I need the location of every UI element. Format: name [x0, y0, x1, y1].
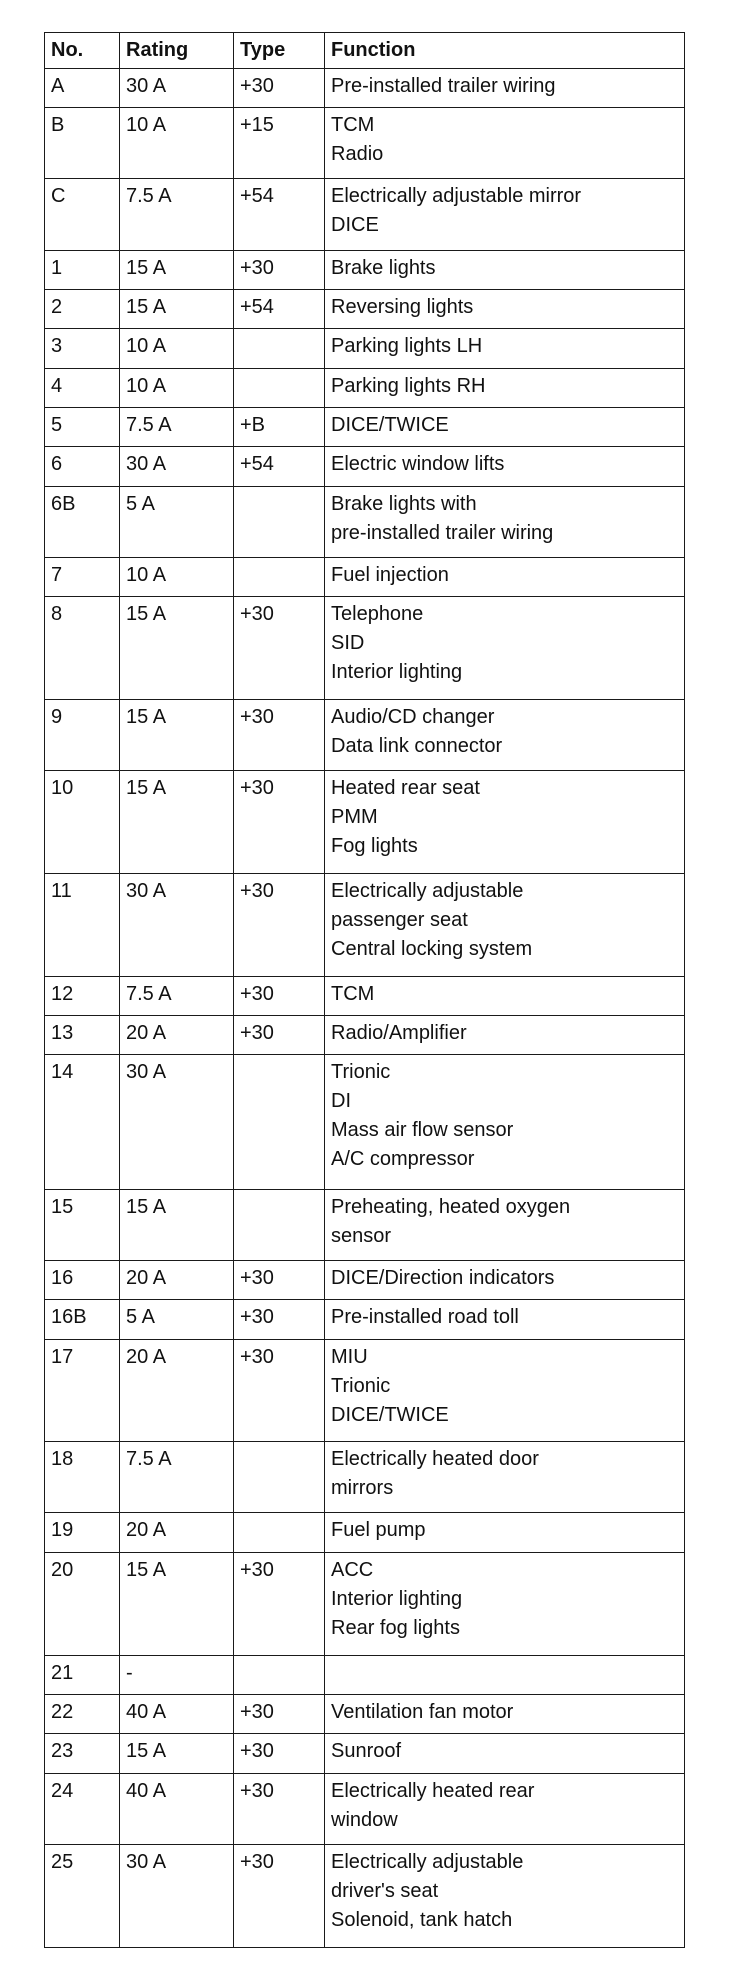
fuse-function-cell	[325, 1442, 685, 1513]
fuse-rating-cell: 10 A	[120, 557, 234, 596]
function-line: SID	[331, 632, 365, 655]
fuse-rating-cell: 5 A	[120, 486, 234, 557]
function-line: Fuel injection	[331, 563, 449, 586]
fuse-function-cell	[325, 368, 685, 407]
fuse-type-cell	[234, 1442, 325, 1513]
table-row	[45, 1552, 685, 1655]
function-line: Preheating, heated oxygen	[331, 1195, 571, 1218]
function-line: Ventilation fan motor	[331, 1701, 514, 1723]
fuse-rating-cell: 10 A	[120, 329, 234, 368]
fuse-function-cell	[325, 250, 685, 289]
function-line: Electrically heated door	[331, 1448, 539, 1471]
fuse-function-cell	[325, 1339, 685, 1442]
fuse-number-cell: 13	[45, 1015, 120, 1054]
fuse-type-cell	[234, 1513, 325, 1552]
table-row	[45, 69, 685, 108]
header-row	[45, 33, 685, 69]
fuse-type-cell: +B	[234, 407, 325, 446]
table-row	[45, 1055, 685, 1190]
function-line: pre-installed trailer wiring	[331, 521, 554, 544]
function-line: Radio/Amplifier	[331, 1021, 467, 1044]
fuse-function-cell	[325, 699, 685, 770]
table-row	[45, 597, 685, 700]
fuse-function-cell	[325, 1055, 685, 1190]
function-line: Mass air flow sensor	[331, 1119, 514, 1142]
fuse-function-cell	[325, 289, 685, 328]
fuse-number-cell: C	[45, 179, 120, 250]
fuse-type-cell	[234, 329, 325, 368]
fuse-type-cell	[234, 1189, 325, 1260]
function-line: Sunroof	[331, 1740, 402, 1763]
function-line: DICE/TWICE	[331, 413, 449, 436]
function-line: TCM	[331, 982, 375, 1005]
function-line: Fog lights	[331, 834, 418, 857]
fuse-number-cell: 19	[45, 1513, 120, 1552]
fuse-rating-cell: 15 A	[120, 699, 234, 770]
fuse-function-cell	[325, 108, 685, 179]
fuse-number-cell: 24	[45, 1773, 120, 1844]
fuse-rating-cell: 30 A	[120, 873, 234, 976]
fuse-function-cell	[325, 1513, 685, 1552]
fuse-type-cell: +30	[234, 1300, 325, 1339]
fuse-rating-cell: 15 A	[120, 770, 234, 873]
function-line: DICE	[331, 214, 379, 237]
function-line: window	[331, 1808, 398, 1831]
table-row	[45, 1513, 685, 1552]
fuse-function-cell	[325, 873, 685, 976]
fuse-type-cell: +30	[234, 873, 325, 976]
table-row	[45, 486, 685, 557]
fuse-rating-cell: 20 A	[120, 1339, 234, 1442]
fuse-type-cell: +30	[234, 69, 325, 108]
table-row	[45, 770, 685, 873]
function-line: A/C compressor	[331, 1148, 475, 1171]
fuse-function-cell	[325, 486, 685, 557]
fuse-type-cell: +30	[234, 1773, 325, 1844]
fuse-function-cell	[325, 1189, 685, 1260]
fuse-rating-cell: 15 A	[120, 289, 234, 328]
fuse-number-cell: 11	[45, 873, 120, 976]
fuse-rating-cell: 15 A	[120, 1552, 234, 1655]
function-line: Central locking system	[331, 937, 533, 960]
table-body	[45, 69, 685, 1948]
function-line: Electrically heated rear	[331, 1779, 535, 1802]
fuse-number-cell: 7	[45, 557, 120, 596]
fuse-type-cell: +30	[234, 1552, 325, 1655]
fuse-type-cell: +30	[234, 770, 325, 873]
fuse-function-cell	[325, 1260, 685, 1299]
function-line: Parking lights LH	[331, 335, 483, 358]
fuse-type-cell: +15	[234, 108, 325, 179]
function-line: Data link connector	[331, 734, 503, 757]
fuse-number-cell: A	[45, 69, 120, 108]
fuse-type-cell: +30	[234, 1339, 325, 1442]
fuse-rating-cell: 10 A	[120, 108, 234, 179]
table-row	[45, 108, 685, 179]
fuse-number-cell: 22	[45, 1695, 120, 1734]
fuse-function-cell	[325, 1655, 685, 1694]
fuse-type-cell: +30	[234, 1695, 325, 1734]
function-line: Interior lighting	[331, 661, 463, 684]
fuse-function-cell	[325, 447, 685, 486]
fuse-rating-cell: 7.5 A	[120, 407, 234, 446]
fuse-type-cell: +30	[234, 1734, 325, 1773]
table-row	[45, 1442, 685, 1513]
fuse-number-cell: 12	[45, 976, 120, 1015]
fuse-number-cell: 23	[45, 1734, 120, 1773]
function-line: Electrically adjustable	[331, 879, 524, 902]
function-line: Radio	[331, 143, 384, 166]
fuse-function-cell	[325, 69, 685, 108]
fuse-type-cell: +30	[234, 1260, 325, 1299]
table-header	[45, 33, 685, 69]
fuse-number-cell: 4	[45, 368, 120, 407]
table-row	[45, 1339, 685, 1442]
table-row	[45, 1015, 685, 1054]
fuse-number-cell: 20	[45, 1552, 120, 1655]
fuse-number-cell: 2	[45, 289, 120, 328]
table-row	[45, 250, 685, 289]
fuse-rating-cell: 7.5 A	[120, 976, 234, 1015]
fuse-type-cell: +54	[234, 179, 325, 250]
fuse-rating-cell: -	[120, 1655, 234, 1694]
fuse-rating-cell: 20 A	[120, 1260, 234, 1299]
header-no: No.	[45, 33, 120, 69]
table-row	[45, 289, 685, 328]
fuse-type-cell	[234, 557, 325, 596]
fuse-number-cell: B	[45, 108, 120, 179]
fuse-function-cell	[325, 1773, 685, 1844]
fuse-function-cell	[325, 597, 685, 700]
fuse-function-cell	[325, 770, 685, 873]
fuse-function-cell	[325, 1734, 685, 1773]
function-line: DICE/Direction indicators	[331, 1266, 555, 1289]
fuse-number-cell: 16	[45, 1260, 120, 1299]
table-row	[45, 1695, 685, 1734]
function-line: Reversing lights	[331, 295, 474, 318]
table-row	[45, 1300, 685, 1339]
fuse-rating-cell: 30 A	[120, 447, 234, 486]
fuse-rating-cell: 30 A	[120, 1055, 234, 1190]
fuse-type-cell: +30	[234, 1015, 325, 1054]
fuse-function-cell	[325, 1300, 685, 1339]
fuse-rating-cell: 15 A	[120, 250, 234, 289]
function-line: Electrically adjustable mirror	[331, 185, 582, 208]
fuse-function-cell	[325, 557, 685, 596]
function-line: Rear fog lights	[331, 1616, 460, 1639]
table-row	[45, 1844, 685, 1947]
fuse-number-cell: 8	[45, 597, 120, 700]
fuse-number-cell: 6B	[45, 486, 120, 557]
fuse-function-cell	[325, 1015, 685, 1054]
fuse-rating-cell: 40 A	[120, 1695, 234, 1734]
fuse-rating-cell: 20 A	[120, 1513, 234, 1552]
table-row	[45, 1773, 685, 1844]
fuse-rating-cell: 7.5 A	[120, 1442, 234, 1513]
function-line: Audio/CD changer	[331, 705, 495, 728]
function-line: PMM	[331, 805, 378, 828]
fuse-rating-cell: 5 A	[120, 1300, 234, 1339]
header-type: Type	[234, 33, 325, 69]
fuse-function-cell	[325, 976, 685, 1015]
function-line: Pre-installed road toll	[331, 1306, 519, 1329]
fuse-table	[44, 32, 685, 1948]
fuse-type-cell	[234, 368, 325, 407]
fuse-function-cell	[325, 179, 685, 250]
function-line: TCM	[331, 114, 375, 137]
table-row	[45, 873, 685, 976]
fuse-function-cell	[325, 1552, 685, 1655]
fuse-function-cell	[325, 407, 685, 446]
function-line: Solenoid, tank hatch	[331, 1908, 513, 1931]
fuse-type-cell: +30	[234, 250, 325, 289]
function-line: Trionic	[331, 1061, 391, 1084]
fuse-rating-cell: 15 A	[120, 1734, 234, 1773]
fuse-function-cell	[325, 1844, 685, 1947]
function-line: sensor	[331, 1224, 392, 1247]
fuse-function-cell	[325, 1695, 685, 1734]
fuse-type-cell: +30	[234, 597, 325, 700]
function-line: Parking lights RH	[331, 374, 486, 397]
fuse-rating-cell: 7.5 A	[120, 179, 234, 250]
fuse-rating-cell: 30 A	[120, 69, 234, 108]
function-line: DI	[331, 1090, 351, 1113]
table-row	[45, 179, 685, 250]
fuse-number-cell: 5	[45, 407, 120, 446]
fuse-number-cell: 3	[45, 329, 120, 368]
fuse-number-cell: 1	[45, 250, 120, 289]
fuse-rating-cell: 15 A	[120, 1189, 234, 1260]
fuse-number-cell: 6	[45, 447, 120, 486]
fuse-rating-cell: 30 A	[120, 1844, 234, 1947]
fuse-rating-cell: 10 A	[120, 368, 234, 407]
function-line: Pre-installed trailer wiring	[331, 75, 556, 97]
function-line: Telephone	[331, 603, 424, 626]
fuse-number-cell: 17	[45, 1339, 120, 1442]
table-row	[45, 368, 685, 407]
fuse-number-cell: 10	[45, 770, 120, 873]
fuse-number-cell: 21	[45, 1655, 120, 1694]
fuse-type-cell: +54	[234, 447, 325, 486]
fuse-function-cell	[325, 329, 685, 368]
fuse-number-cell: 16B	[45, 1300, 120, 1339]
table-row	[45, 1189, 685, 1260]
function-line: Electrically adjustable	[331, 1850, 524, 1873]
table-row	[45, 1260, 685, 1299]
header-rating: Rating	[120, 33, 234, 69]
table-row	[45, 1655, 685, 1694]
table-row	[45, 699, 685, 770]
function-line: ACC	[331, 1558, 374, 1581]
function-line: Brake lights	[331, 256, 436, 279]
fuse-rating-cell: 20 A	[120, 1015, 234, 1054]
function-line: passenger seat	[331, 908, 468, 931]
fuse-type-cell: +54	[234, 289, 325, 328]
table-row	[45, 407, 685, 446]
fuse-type-cell: +30	[234, 699, 325, 770]
function-line: Interior lighting	[331, 1587, 463, 1610]
fuse-number-cell: 14	[45, 1055, 120, 1190]
function-line: Trionic	[331, 1374, 391, 1397]
table-row	[45, 557, 685, 596]
function-line: Fuel pump	[331, 1519, 426, 1542]
fuse-number-cell: 15	[45, 1189, 120, 1260]
function-line: DICE/TWICE	[331, 1403, 449, 1426]
fuse-type-cell: +30	[234, 976, 325, 1015]
function-line: Heated rear seat	[331, 776, 480, 799]
fuse-number-cell: 9	[45, 699, 120, 770]
function-line: Electric window lifts	[331, 453, 505, 476]
table-row	[45, 329, 685, 368]
function-line: driver's seat	[331, 1879, 439, 1902]
fuse-rating-cell: 40 A	[120, 1773, 234, 1844]
fuse-type-cell	[234, 1655, 325, 1694]
header-function: Function	[325, 33, 685, 69]
fuse-type-cell: +30	[234, 1844, 325, 1947]
fuse-type-cell	[234, 486, 325, 557]
fuse-rating-cell: 15 A	[120, 597, 234, 700]
table-row	[45, 1734, 685, 1773]
function-line: Brake lights with	[331, 492, 477, 515]
function-line: MIU	[331, 1345, 368, 1368]
fuse-number-cell: 18	[45, 1442, 120, 1513]
fuse-type-cell	[234, 1055, 325, 1190]
table-row	[45, 976, 685, 1015]
table-row	[45, 447, 685, 486]
function-line: mirrors	[331, 1477, 394, 1500]
fuse-number-cell: 25	[45, 1844, 120, 1947]
